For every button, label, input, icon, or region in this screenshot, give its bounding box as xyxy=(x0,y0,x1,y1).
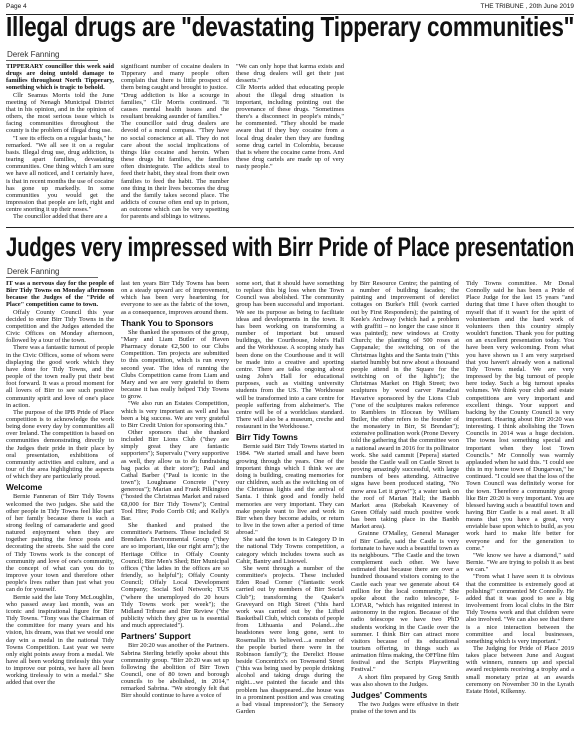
byline-article2 xyxy=(6,266,98,278)
article2-paragraph: A short film prepared by Greg Smith was also shown to the Judges. xyxy=(351,673,459,688)
article1-paragraph: "We can only hope that karma exists and these drug dealers will get their just desserts." xyxy=(236,63,344,85)
subheading: Welcome xyxy=(6,482,43,493)
article2-col-4 xyxy=(351,280,459,728)
article2-paragraph: Bernie said Birr Tidy Towns started in 1984. "We started small and have been growing through the years. One of the important things which I think we are doing is building, creating memories for our children, such as the switching on of the Christmas lights and the arrival of Santa. I think good and fondly held memories are very important. They can make people want to live and work in Birr when they become adults, or return to live in the town after a period of time abroad." xyxy=(236,443,344,537)
article2-col-5 xyxy=(466,280,574,728)
article1-paragraph: significant number of cocaine dealers in Tipperary and many people often complain that there is little prospect of them being caught and brought to justice. xyxy=(121,63,229,92)
article1-col-5 xyxy=(466,63,574,223)
article2-paragraph: She thanked the sponsors of the group, "Mary and Liam Butler of Haven Pharmacy donate €2,500 to our Clubs Competition. Ten projects are submitted to this competition, which is run every second year. The idea of running the Clubs Competition came from Liam and Mary and we are very grateful to them because it has really helped Tidy Towns to grow. xyxy=(121,328,229,401)
byline-text: Derek Fanning xyxy=(6,49,98,61)
article1-columns xyxy=(6,63,574,223)
article2-paragraph: Other sponsors that she thanked included Birr Lions Club ("they are simply great they are fantastic supporters"); Supervalu ("very supportive as well, they allow us to do fundraising bag packs at their store"); Paul and Cathal Barber ("Paul is iconic in the town"); Loughnane Concrete ("very generous"); Marian and Frank Pilkington ("hosted the Christmas Market and raised €8,000 for Birr Tidy Towns"); Central Tool Hire; Podo Corrib Oil; and Kelly's Bar. xyxy=(121,428,229,522)
article2-paragraph: There was a fantastic turnout of people in the Civic Offices, some of whom were displaying the good work which they have done for Tidy Towns, and the people of the town really put their best foot forward. It was a proud moment for all lovers of Birr to see such positive community spirit and love of one's place in action. xyxy=(6,344,114,409)
page-number: Page 4 xyxy=(6,3,27,10)
article1-col-3 xyxy=(236,63,344,223)
article2-paragraph: "We know we have a diamond," said Bernie. "We are trying to polish it as best we can." xyxy=(466,551,574,574)
article2-paragraph: Offaly County Council this year decided to enter Birr Tidy Towns in the competition and the Judges attended the Civic Offices on Monday afternoon, followed by a tour of the town. xyxy=(6,308,114,345)
article1-paragraph: Cllr Seamus Morris told the June meeting of Nenagh Municipal District that in his opinion, and in the opinion of others, the most serious issue which is facing communities throughout the county is the problem of illegal drug use. xyxy=(6,91,114,135)
article2-paragraph: IT was a nervous day for the people of Birr Tidy Towns on Monday afternoon because the Judges of the "Pride of Place" competition came to town. xyxy=(6,280,114,309)
subheading: Birr Tidy Towns xyxy=(236,432,298,443)
article2-paragraph: She said the town is in Category D in the national Tidy Towns competition, a category which includes towns such as Cahir, Bantry and Listowel. xyxy=(236,536,344,565)
subheading: Partners' Support xyxy=(121,631,191,642)
article1-paragraph: Cllr Morris added that educating people about the illegal drug situation is important, including pointing out the provenance of these drugs. "Sometimes there's a disconnect in people's minds," he commented. "They should be made aware that if they buy cocaine from a local drug dealer then they are funding some drug cartel in Colombia, because that is where the cocaine came from. And these drug cartels are made up of very nasty people." xyxy=(236,84,344,171)
byline-text: Derek Fanning xyxy=(6,266,98,278)
article2-paragraph: Tidy Towns committee. Mr Donal Connolly said he has been a Pride of Place Judge for the last 15 years "and during that time I have often thought to myself that if it wasn't for the spirit of volunteerism and the hard work of volunteers then this country simply wouldn't function. Thank you for putting on an excellent presentation today. You have been very welcoming. From what you have shown us I am very surprised that you haven't already won a national Tidy Towns medal. We are very impressed by the big turnout of people here today. Such a big turnout speaks volumes. We think your club and estate competitions are very important and excellent things. Your support and backing by the County Council is very important. Hearing about Birr 20:20 was interesting. I think abolishing the Town Councils in 2014 was a huge decision. The towns lost something special and important when they lost Town Councils." Mr Connolly was warmly applauded when he said this. "I could see this in my home town of Dungarvan," he continued. "I could see that the loss of the Town Council was definitely worse for the town. Therefore a community group like Birr 20:20 is very important. You are blessed having such a beautiful town and having Birr Castle is a real asset. It all means that you have a great, very enviable base upon which to build, as you work hard to make life better for everyone and for the generation to come." xyxy=(466,280,574,552)
subheading: Judges' Comments xyxy=(351,689,428,700)
article1-col-4 xyxy=(351,63,459,223)
article2-columns xyxy=(6,280,574,728)
article1-paragraph: "Drug addiction is like a scourge in families," Cllr Morris continued. "It causes mental health issues and the resultant breaking asunder of families." xyxy=(121,91,229,121)
article2-paragraph: The purpose of the IPB Pride of Place competition is to acknowledge the work being done every day by communities all over Ireland. The competition is based on communities demonstrating directly to the Judges their pride in their place by oral presentation, exhibitions of community activities and culture, and a tour of the area highlighting the aspects of which they are particularly proud. xyxy=(6,408,114,481)
byline-article1 xyxy=(6,49,98,61)
article2-paragraph: The Judging for Pride of Place 2019 takes place between June and August with winners, runners up and special award recipients receiving a trophy and a small monetary prize at an awards ceremony on November 30 in the Lyrath Estate Hotel, Kilkenny. xyxy=(466,644,574,695)
article2-col-3 xyxy=(236,280,344,728)
article1-paragraph: The councillor said drug dealers are devoid of a moral compass. "They have no social conscience at all. They do not care about the social implications of things like cocaine and heroin. When these drugs hit families, the families often disintegrate. The addicts steal to feed their habit, they steal from their own families to feed the habit. The number one thing in their lives becomes the drug and the family takes second place. The addicts of course often end up in prison, an outcome which can be very upsetting for parents and siblings to witness. xyxy=(121,120,229,221)
article2-paragraph: Bernie Fanneran of Birr Tidy Towns welcomed the two judges. She said the other people in Tidy Towns feel like part of her family because there is such a strong feeling of camaraderie and good natured enjoyment when they are together painting the fence posts and decorating the streets. She said the core of Tidy Towns work is the concept of community and love of one's community, the concept of what can you do to improve your town and therefore other people's lives rather than just what you can do for yourself. xyxy=(6,493,114,594)
section-rule xyxy=(6,227,574,228)
article2-paragraph: She went through a number of the committee's projects. These included Eden Road Corner ("fantastic work carried out by members of Birr Social Club"); transforming the Quaker's Graveyard on High Street ("this hard work was carried out by the Lifted Basketball Club, which consists of people from Lithuania and Poland....the headstones were long gone, sent to Rosemallin it's believed....a number of the people buried there were in the Robinson family"); the Derelict House beside Concentrix's on Townsend Street ("this was being used by people drinking alcohol and taking drugs during the night....we painted the facade and this problem has disappeared...the house was in a prominent position and was creating a bad visual impression"); the Sensory Garden xyxy=(236,564,344,716)
article2-paragraph: Bernie said the late Tony McLoughlin, who passed away last month, was an iconic and inspirational figure for Birr Tidy Towns. "Tony was the Chairman of the committee for many years and his vision, his dream, was that we would one day win a medal in the national Tidy Towns Competition. Last year we were only eight points away from a medal. We have all been working tirelessly this year to improve our points, we have all been working tirelessly to win a medal." She added that over the xyxy=(6,593,114,687)
headline-birr: Judges very impressed with Birr Pride of Place presentation xyxy=(6,232,575,262)
article1-paragraph: The councillor added that there are a xyxy=(13,213,108,221)
article2-paragraph: some sort, that it should have something to replace this big loss when the Town Council was abolished. The community group has been successful and important. We see its purpose as being to facilitate ideas and developments in the town. It has been working on transforming a number of important but unused buildings, the Courthouse, John's Hall and the Workhouse. A scoping study has been done on the Courthouse and it will be made into a creative and sporting centre. There are talks ongoing about using John's Hall for educational purposes, such as visiting university students from the US. The Workhouse will be transformed into a care centre for people suffering from alzheimer's. The centre will be of a worldclass standard. There will also be a museum, creche and restaurant in the Workhouse." xyxy=(236,280,344,431)
subheading: Thank You to Sponsors xyxy=(121,317,214,328)
article2-paragraph: last ten years Birr Tidy Towns has been on a steady upward arc of improvement, which has been very heartening for everyone to see as the fabric of the town, as a consequence, improves around them. xyxy=(121,280,229,316)
article2-col-2 xyxy=(121,280,229,728)
article2-paragraph: Birr 20:20 was another of the Partners. Sabrina Sterling briefly spoke about this community group. "Birr 20:20 was set up following the abolition of Birr Town Council, one of 80 town and borough councils to be abolished, in 2014," remarked Sabrina. "We strongly felt that Birr should continue to have a voice of xyxy=(121,642,229,700)
article1-col-1 xyxy=(6,63,114,223)
masthead: THE TRIBUNE , 20th June 2019 xyxy=(480,3,574,10)
article2-paragraph: "From what I have seen it is obvious that the committee is extremely good at polishing!" commented Mr Connolly. He added that it was good to see a big involvement from local clubs in the Birr Tidy Towns work and that children were also involved. "We can also see that there is a nice interaction between the committee and local businesses, something which is very important." xyxy=(466,573,574,645)
article2-paragraph: Grainne O'Malley, General Manager of Birr Castle, said the Castle is very fortunate to have such a beautiful town as its neighbours. "The Castle and the town complement each other. We have estimated that because there are over a hundred thousand visitors coming to the Castle each year we generate about €4 million for the local community." She spoke about the radio telescope, I-LOFAR, "which has reignited interest in astronomy in the region. Because of the radio telescope we have two PhD students working in the Castle over the summer. I think Birr can attract more visitors because of its educational tourism offering, in things such as animation films making, the OFFline film festival and the Scripts Playwriting Festival." xyxy=(351,530,459,674)
headline-drugs: Illegal drugs are "devastating Tipperary communities" xyxy=(6,11,575,42)
article2-col-1 xyxy=(6,280,114,728)
article1-col-2 xyxy=(121,63,229,223)
article2-paragraph: "We also run an Estates Competition, which is very important as well and has been a big success. We are very grateful to Birr Credit Union for sponsoring this." xyxy=(121,400,229,429)
article2-paragraph: The two Judges were effusive in their praise of the town and its xyxy=(351,700,459,716)
article1-paragraph: "I see its effects on a regular basis," he remarked. "We all see it on a regular basis. Illegal drug use, drug addiction, is tearing apart families, devastating communities. One thing which I am sure we have all noticed, and I certainly have, is that in recent months the use of cocaine has gone up markedly. In some communities you would get the impression that people are left, right and centre snorting it up their noses." xyxy=(6,134,114,214)
article2-paragraph: by Birr Resource Centre; the painting of a number of building facades; the painting and improvement of derelict cottages on Burke's Hill (work carried out by First Responders); the painting of Keele's Archway (which had a problem with graffiti – no longer the case since it was painted); new windows at Crotty Church; the planting of 500 roses at Cappanale; the switching on of the Christmas lights and the Santa train ("this started humbly but now about a thousand people attend in the Square for the switching on of the lights"); the Christmas Market on High Street; two sculptures by wood carver Paradzai Havarive sponsored by the Lions Club ("one of the sculptures makes reference to Ramblers in Elocean by William Butler, the other refers to the founder of the monastery in Birr, St Brendan"); extensive pollination work (Prone Devery told the gathering that the committee won a national award in 2016 for its pollinator work. She said cammit [Pepera] started beside the Castle wall on Castle Street is proving amazingly successful, with large numbers of bees attending. Attractive signs have been produced stating, "No mow area Let it grow!"); a water tank on the roof of Marian Hall; the Banbh Market area (Rebekah Keaveney of Green Offaly said much positive work has been taking place in the Banbh Market area). xyxy=(351,280,459,531)
article2-paragraph: She thanked and praised the committee's Partners. These included St Brendan's Environmental Group ("they are so important, like our right arm"); the Heritage Office in Offaly County Council; Birr Men's Shed; Birr Municipal offices ("the ladies in the offices are so friendly, so helpful"); Offaly County Council; Offaly Local Development Company; Social Soil Network; TUS ("where the unemployed do 20 hours Tidy Towns work per week"); the Midland Tribune and Birr Review ("the publicity which they give us is essential and much appreciated"). xyxy=(121,522,229,630)
article1-paragraph: TIPPERARY councillor this week said drugs are doing untold damage to families throughout North Tipperary, something which is tragic to behold. xyxy=(6,63,114,92)
